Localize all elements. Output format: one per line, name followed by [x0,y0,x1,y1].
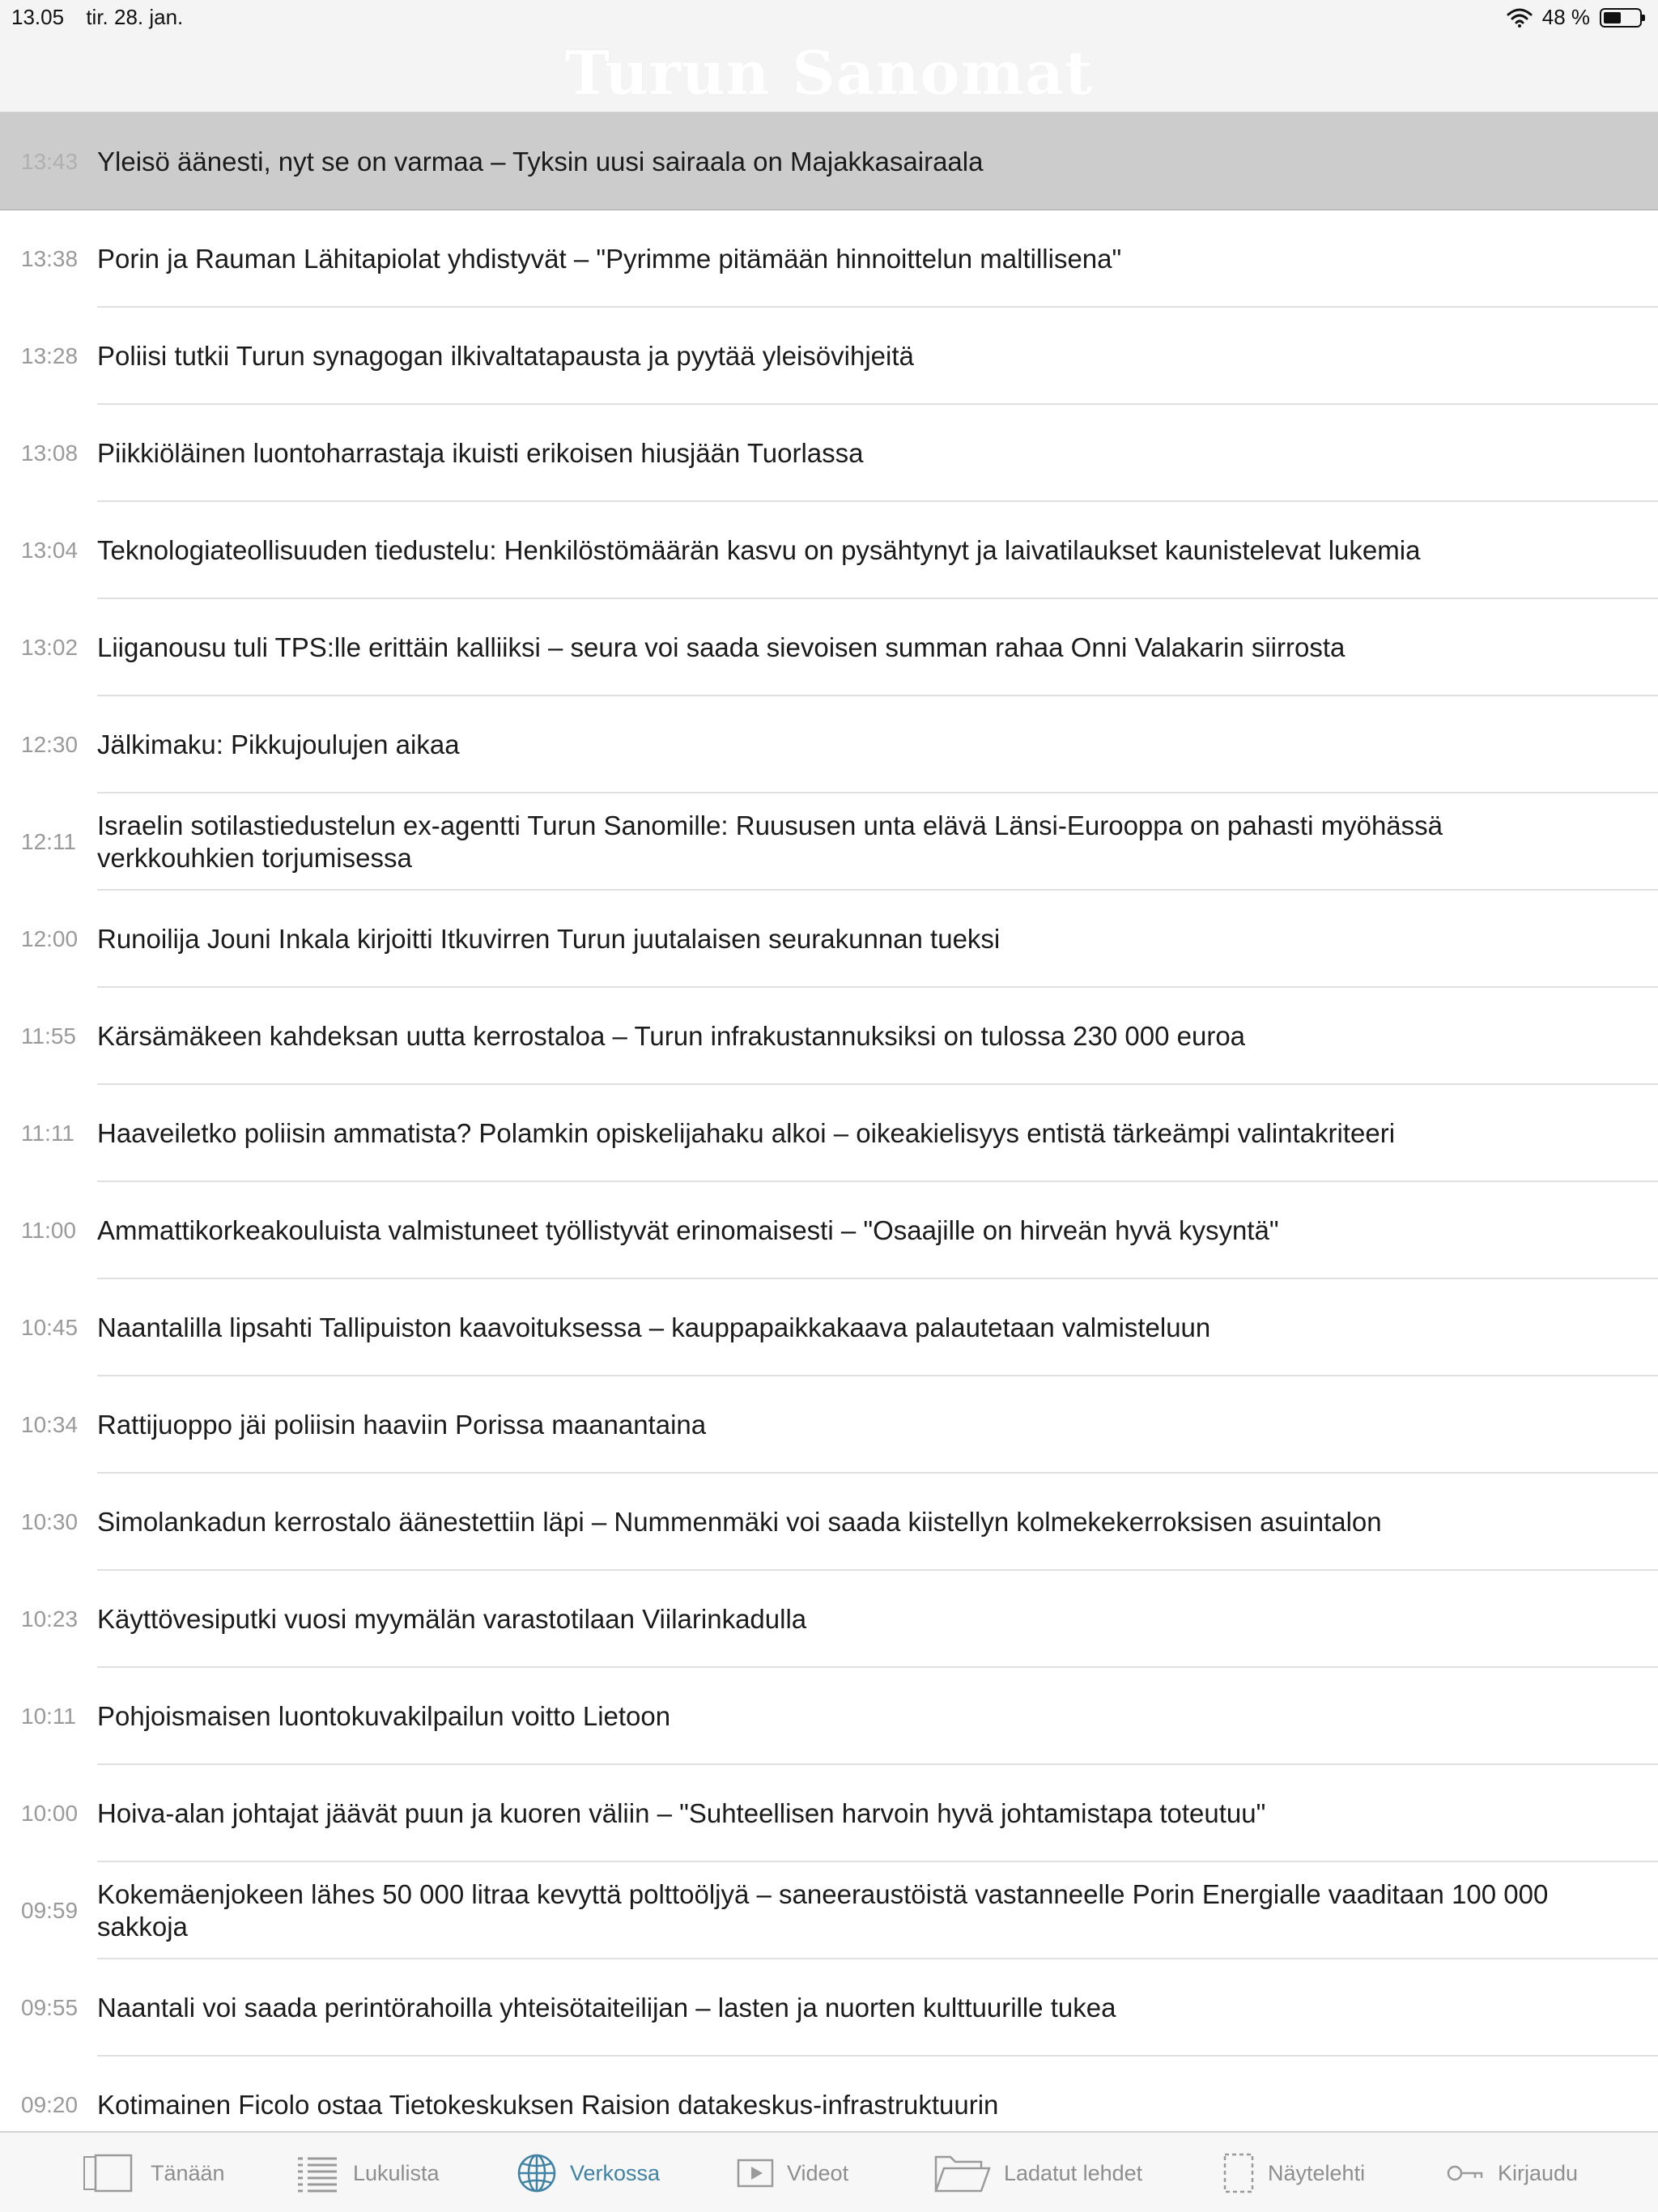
news-time: 10:11 [21,1704,76,1729]
news-headline: Teknologiateollisuuden tiedustelu: Henkilöstömäärän kasvu on pysähtynyt ja laivatilaukset kaunistelevat lukemia [97,535,1421,565]
tab-label: Tänään [151,2160,225,2185]
news-list-item[interactable] [0,1376,1658,1474]
news-list-item[interactable] [0,793,1658,891]
news-headline: Naantali voi saada perintörahoilla yhteisötaiteilijan – lasten ja nuorten kulttuurille tukea [97,1993,1116,2023]
news-list-item[interactable] [0,1474,1658,1571]
news-time: 13:28 [21,343,79,368]
news-list-item[interactable] [0,308,1658,405]
tab-videot[interactable] [737,2133,848,2212]
news-headline: Hoiva-alan johtajat jäävät puun ja kuoren väliin – "Suhteellisen harvoin hyvä johtamistapa toteutuu" [97,1798,1266,1828]
news-headline: Poliisi tutkii Turun synagogan ilkivaltatapausta ja pyytää yleisövihjeitä [97,341,914,371]
news-list-item[interactable] [0,1862,1658,1959]
news-time: 13:02 [21,635,79,660]
news-headline: Runoilija Jouni Inkala kirjoitti Itkuvirren Turun juutalaisen seurakunnan tueksi [97,924,1001,954]
news-time: 10:00 [21,1801,79,1826]
sample-page-icon [1222,2152,1255,2194]
news-time: 12:30 [21,732,79,757]
news-time: 09:59 [21,1898,79,1923]
news-headline: Yleisö äänesti, nyt se on varmaa – Tyksin uusi sairaala on Majakkasairaala [97,147,984,177]
news-list [0,113,1658,2154]
news-headline: Pohjoismaisen luontokuvakilpailun voitto Lietoon [97,1701,671,1731]
news-list-item[interactable] [0,1279,1658,1376]
news-list-item[interactable] [0,1182,1658,1279]
tab-ladatut[interactable] [933,2133,1142,2212]
news-time: 11:00 [21,1218,76,1243]
tab-label: Kirjaudu [1498,2160,1579,2185]
news-list-item[interactable] [0,1668,1658,1765]
tab-bar [0,2131,1658,2212]
news-list-item[interactable] [0,502,1658,599]
news-headline: Liiganousu tuli TPS:lle erittäin kalliiksi – seura voi saada sievoisen summan rahaa Onni Valakarin siirrosta [97,632,1346,662]
news-headline: Simolankadun kerrostalo äänestettiin läpi – Nummenmäki voi saada kiistellyn kolmekekerroksisen asuintalon [97,1507,1382,1537]
battery-icon [1600,8,1642,28]
news-time: 10:34 [21,1412,79,1437]
news-headline: Käyttövesiputki vuosi myymälän varastotilaan Viilarinkadulla [97,1604,807,1634]
tab-nayte[interactable] [1222,2133,1365,2212]
news-time: 13:38 [21,246,79,271]
tab-label: Lukulista [353,2160,440,2185]
news-time: 13:43 [21,149,79,174]
app-header [0,0,1658,113]
news-list-item[interactable] [0,599,1658,696]
news-headline: Kotimainen Ficolo ostaa Tietokeskuksen Raision datakeskus-infrastruktuurin [97,2090,999,2120]
status-time: 13.05 [11,5,65,29]
tab-verkossa[interactable] [517,2133,660,2212]
news-list-item[interactable] [0,405,1658,502]
battery-percent: 48 % [1541,5,1590,29]
news-list-item[interactable] [0,988,1658,1085]
news-time: 09:55 [21,1995,79,2020]
news-headline: Kärsämäkeen kahdeksan uutta kerrostaloa – Turun infrakustannuksiksi on tulossa 230 000 euroa [97,1021,1246,1051]
news-time: 11:55 [21,1023,76,1049]
tab-kirjaudu[interactable] [1446,2133,1578,2212]
tab-tanaan[interactable] [81,2133,225,2212]
news-time: 13:04 [21,538,79,563]
tab-label: Näytelehti [1268,2160,1366,2185]
tab-label: Videot [787,2160,849,2185]
news-headline: Rattijuoppo jäi poliisin haaviin Porissa maanantaina [97,1410,707,1440]
news-time: 12:00 [21,926,79,951]
news-headline: Ammattikorkeakouluista valmistuneet työllistyvät erinomaisesti – "Osaajille on hirveän hyvä kysyntä" [97,1215,1279,1245]
news-time: 09:20 [21,2092,79,2117]
news-time: 13:08 [21,440,79,466]
list-icon [296,2152,340,2194]
news-list-item[interactable] [0,211,1658,308]
news-list-item[interactable] [0,696,1658,793]
tab-label: Verkossa [570,2160,661,2185]
news-list-item[interactable] [0,891,1658,988]
news-list-item[interactable] [0,1765,1658,1862]
news-headline: Porin ja Rauman Lähitapiolat yhdistyvät – "Pyrimme pitämään hinnoittelun maltillisena" [97,244,1122,274]
tab-lukulista[interactable] [296,2133,440,2212]
news-headline: Israelin sotilastiedustelun ex-agentti Turun Sanomille: Ruususen unta elävä Länsi-Eurooppa on pahasti myöhässä verkkouhkien torjumisessa [97,810,1443,873]
tab-label: Ladatut lehdet [1004,2160,1143,2185]
pages-icon [81,2152,138,2194]
wifi-icon [1507,8,1533,28]
news-list-item[interactable] [0,113,1658,211]
news-headline: Haaveiletko poliisin ammatista? Polamkin opiskelijahaku alkoi – oikeakielisyys entistä tärkeämpi valintakriteeri [97,1118,1396,1148]
news-time: 10:30 [21,1509,79,1534]
news-headline: Jälkimaku: Pikkujoulujen aikaa [97,730,460,759]
news-time: 12:11 [21,829,76,854]
news-time: 10:23 [21,1606,79,1631]
news-headline: Kokemäenjokeen lähes 50 000 litraa kevyttä polttoöljyä – saneeraustöistä vastanneelle Porin Energialle vaaditaan 100 000 sakkoja [97,1879,1549,1942]
globe-icon [517,2153,557,2193]
news-headline: Naantalilla lipsahti Tallipuiston kaavoituksessa – kauppapaikkakaava palautetaan valmisteluun [97,1312,1211,1342]
news-list-item[interactable] [0,1571,1658,1668]
status-bar [0,0,1658,32]
folder-icon [933,2152,991,2194]
newspaper-logo: Turun Sanomat [564,39,1094,108]
video-icon [737,2157,774,2189]
news-headline: Piikkiöläinen luontoharrastaja ikuisti erikoisen hiusjään Tuorlassa [97,438,864,468]
battery-level [1604,12,1621,23]
news-list-item[interactable] [0,1959,1658,2057]
news-time: 11:11 [21,1121,74,1146]
news-list-item[interactable] [0,1085,1658,1182]
key-icon [1446,2161,1485,2185]
status-date: tir. 28. jan. [86,5,184,29]
news-time: 10:45 [21,1315,79,1340]
